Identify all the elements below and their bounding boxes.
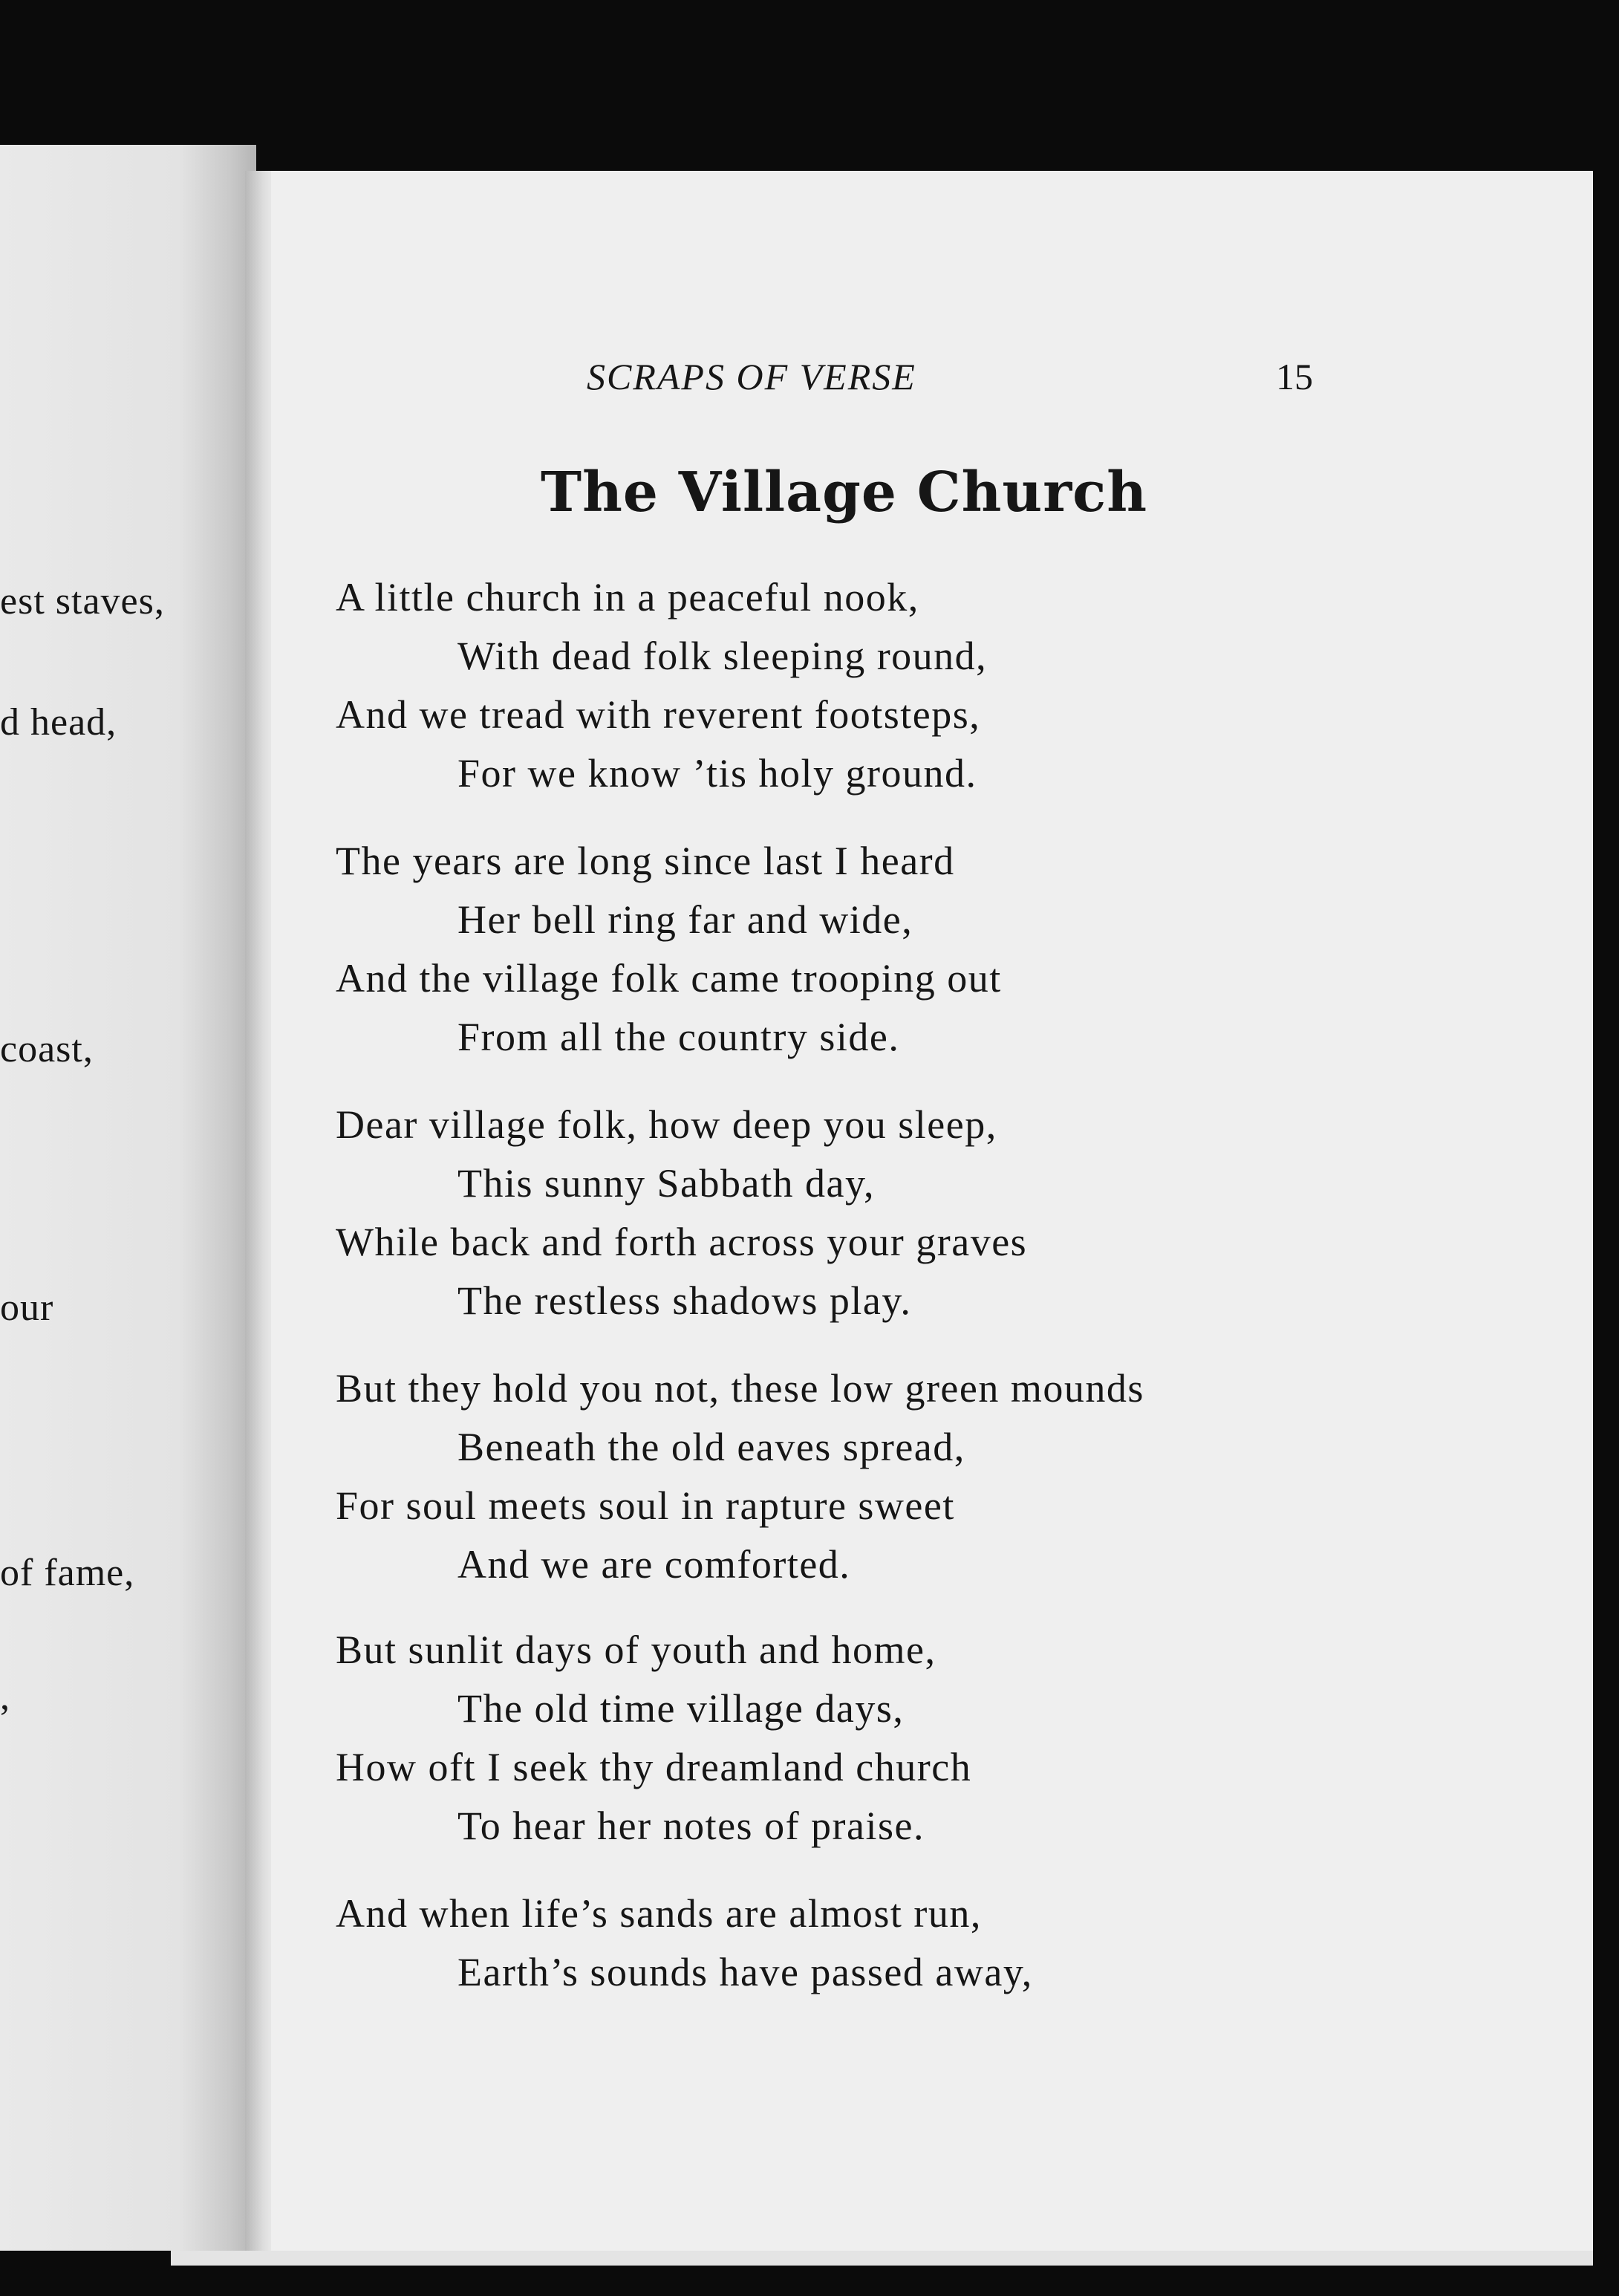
poem-line: And we are comforted. (457, 1542, 851, 1587)
left-page-fragment: our (0, 1287, 54, 1329)
left-page (0, 145, 256, 2251)
poem-line: How oft I seek thy dreamland church (336, 1745, 972, 1789)
book-gutter (245, 171, 275, 2251)
page-number: 15 (1276, 356, 1313, 397)
left-page-fragment: d head, (0, 701, 117, 744)
left-page-fragment: of fame, (0, 1552, 135, 1594)
poem-line: The old time village days, (457, 1686, 905, 1731)
poem-line: But sunlit days of youth and home, (336, 1627, 936, 1672)
stanza (336, 1096, 1027, 1330)
poem-line: For soul meets soul in rapture sweet (336, 1483, 955, 1528)
poem-line: Dear village folk, how deep you sleep, (336, 1102, 997, 1147)
poem-line: Beneath the old eaves spread, (457, 1425, 965, 1469)
stanza (336, 1359, 1144, 1594)
page-edge (171, 2251, 1593, 2266)
running-head: SCRAPS OF VERSE (587, 356, 916, 397)
poem-line: But they hold you not, these low green mounds (336, 1366, 1144, 1411)
poem-line: And the village folk came trooping out (336, 956, 1002, 1001)
stanza (336, 832, 1002, 1067)
poem-line: Her bell ring far and wide, (457, 897, 913, 942)
poem-line: With dead folk sleeping round, (457, 634, 988, 678)
poem-line: A little church in a peaceful nook, (336, 575, 919, 619)
poem-line: The years are long since last I heard (336, 839, 955, 883)
poem-line: For we know ’tis holy ground. (457, 751, 977, 796)
poem-title: The Village Church (541, 461, 1148, 524)
poem-line: While back and forth across your graves (336, 1220, 1028, 1264)
poem-line: From all the country side. (457, 1015, 900, 1059)
poem-line: To hear her notes of praise. (457, 1804, 925, 1848)
stanza (336, 1884, 1033, 2002)
stanza (336, 1621, 971, 1856)
left-page-fragment: , (0, 1676, 10, 1718)
poem-line: This sunny Sabbath day, (457, 1161, 875, 1206)
poem-line: And when life’s sands are almost run, (336, 1891, 982, 1936)
poem-line: And we tread with reverent footsteps, (336, 692, 981, 737)
left-page-fragment: est staves, (0, 580, 165, 622)
left-page-fragment: coast, (0, 1028, 94, 1070)
poem-line: The restless shadows play. (457, 1278, 912, 1323)
poem-line: Earth’s sounds have passed away, (457, 1950, 1033, 1994)
stanza (336, 568, 987, 803)
